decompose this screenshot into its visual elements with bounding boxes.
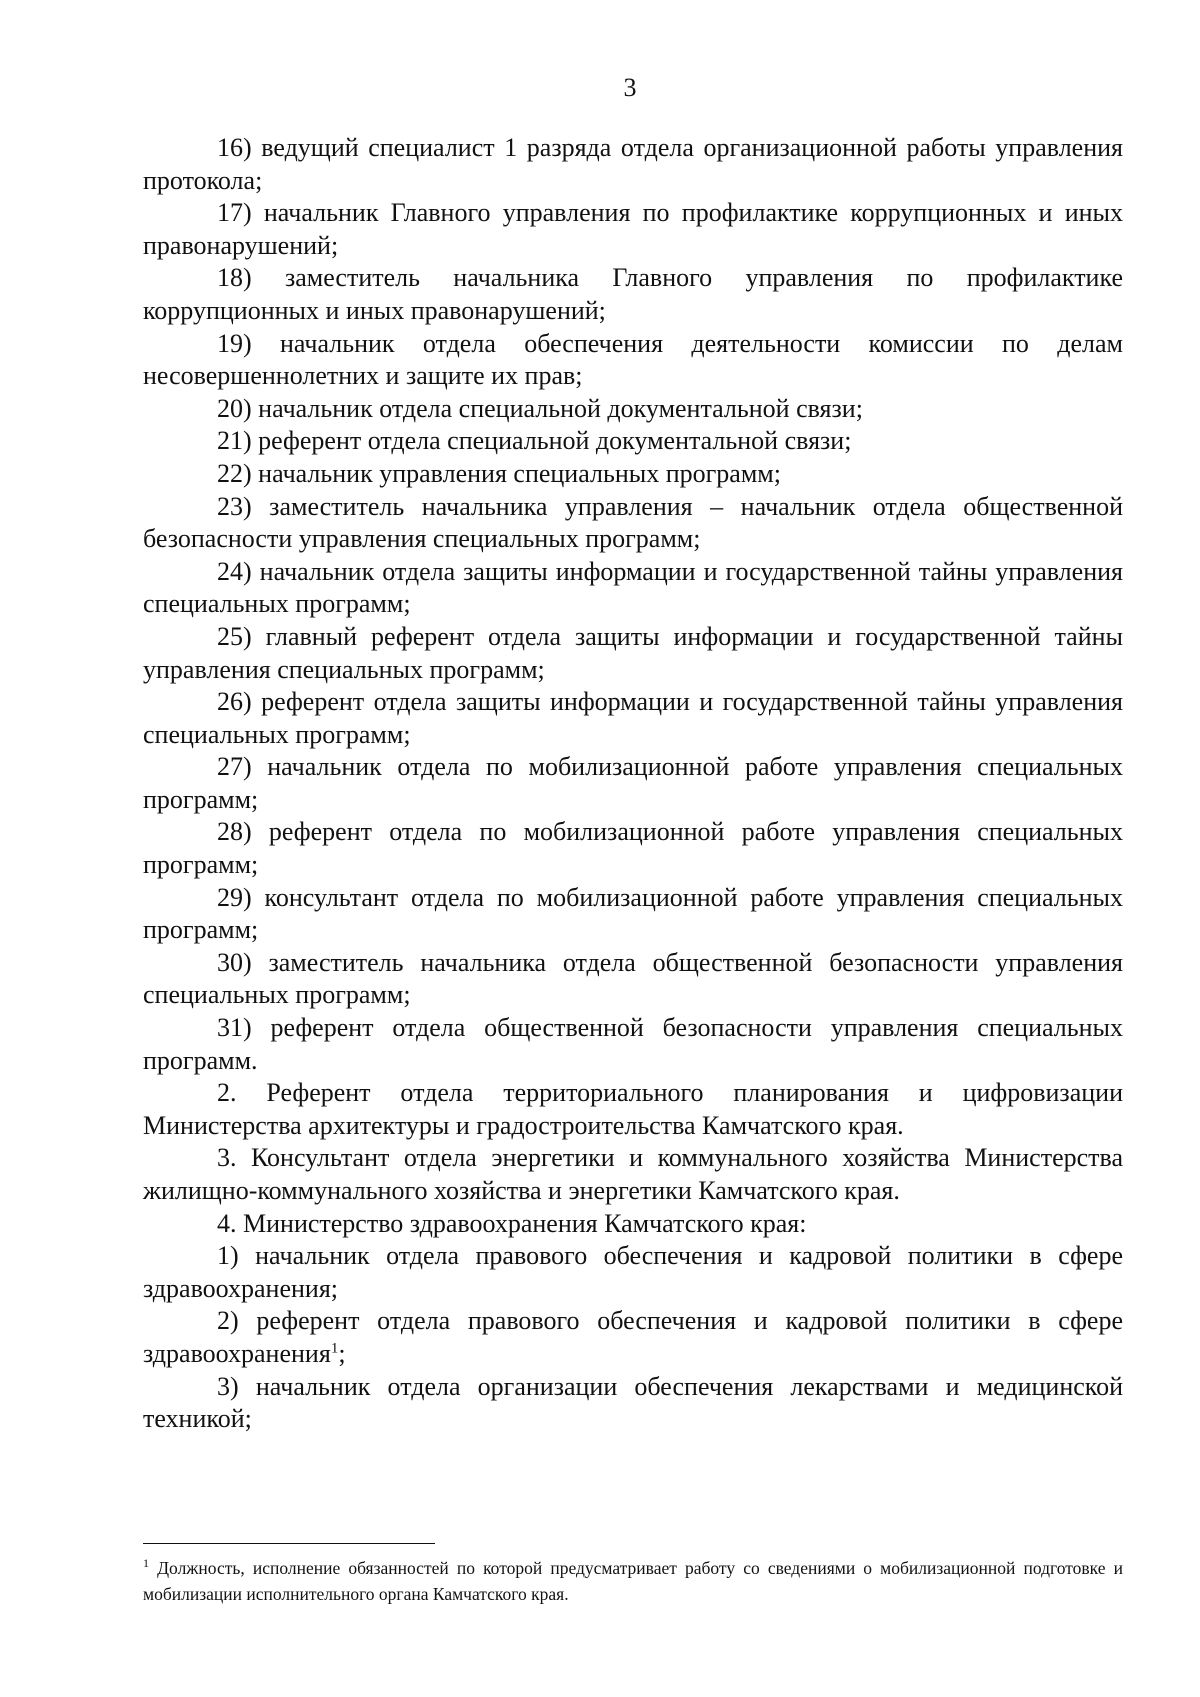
- list-item: 29) консультант отдела по мобилизационной работе управления специальных программ;: [143, 882, 1123, 945]
- list-item: 31) референт отдела общественной безопасности управления специальных программ.: [143, 1013, 1123, 1075]
- list-item: 18) заместитель начальника Главного управления по профилактике коррупционных и иных правонарушений;: [143, 263, 1123, 325]
- list-item-text: 2) референт отдела правового обеспечения и кадровой политики в сфере здравоохранения: [143, 1306, 1123, 1368]
- footnote-text: Должность, исполнение обязанностей по которой предусматривает работу со сведениями о мобилизационной подготовке и мобилизации исполнительного органа Камчатского края.: [143, 1558, 1123, 1604]
- list-item: 19) начальник отдела обеспечения деятельности комиссии по делам несовершеннолетних и защите их прав;: [143, 328, 1123, 391]
- footnote: [143, 1555, 1123, 1607]
- footnote-mark: 1: [143, 1556, 149, 1571]
- list-item-with-footnote: [143, 1305, 1123, 1370]
- list-item: 17) начальник Главного управления по профилактике коррупционных и иных правонарушений;: [143, 198, 1123, 260]
- list-item: 1) начальник отдела правового обеспечения и кадровой политики в сфере здравоохранения;: [143, 1241, 1123, 1303]
- list-item: 25) главный референт отдела защиты информации и государственной тайны управления специальных программ;: [143, 621, 1123, 684]
- list-item: 30) заместитель начальника отдела общественной безопасности управления специальных программ;: [143, 947, 1123, 1010]
- section-item: 2. Референт отдела территориального планирования и цифровизации Министерства архитектуры и градостроительства Камчатского края.: [143, 1078, 1123, 1140]
- list-item: 21) референт отдела специальной документальной связи;: [217, 426, 852, 456]
- list-item: 24) начальник отдела защиты информации и государственной тайны управления специальных программ;: [143, 556, 1123, 619]
- footnote-separator: [143, 1543, 435, 1544]
- list-item: 27) начальник отдела по мобилизационной работе управления специальных программ;: [143, 752, 1123, 814]
- page-number: 3: [623, 73, 637, 102]
- section-item: 3. Консультант отдела энергетики и коммунального хозяйства Министерства жилищно-коммунального хозяйства и энергетики Камчатского края.: [143, 1143, 1123, 1205]
- list-item: 23) заместитель начальника управления – начальник отдела общественной безопасности управления специальных программ;: [143, 491, 1123, 554]
- list-item: 26) референт отдела защиты информации и государственной тайны управления специальных программ;: [143, 687, 1123, 749]
- list-item: 3) начальник отдела организации обеспечения лекарствами и медицинской техникой;: [143, 1371, 1123, 1434]
- list-item: 16) ведущий специалист 1 разряда отдела организационной работы управления протокола;: [143, 133, 1123, 195]
- list-item: 22) начальник управления специальных программ;: [217, 458, 781, 488]
- footnote-reference: 1: [330, 1340, 339, 1357]
- document-body: [143, 132, 1123, 1436]
- list-item: 20) начальник отдела специальной документальной связи;: [217, 393, 863, 423]
- list-item: 28) референт отдела по мобилизационной работе управления специальных программ;: [143, 817, 1123, 880]
- list-item-punctuation: ;: [338, 1338, 346, 1368]
- section-heading: 4. Министерство здравоохранения Камчатского края:: [217, 1208, 807, 1238]
